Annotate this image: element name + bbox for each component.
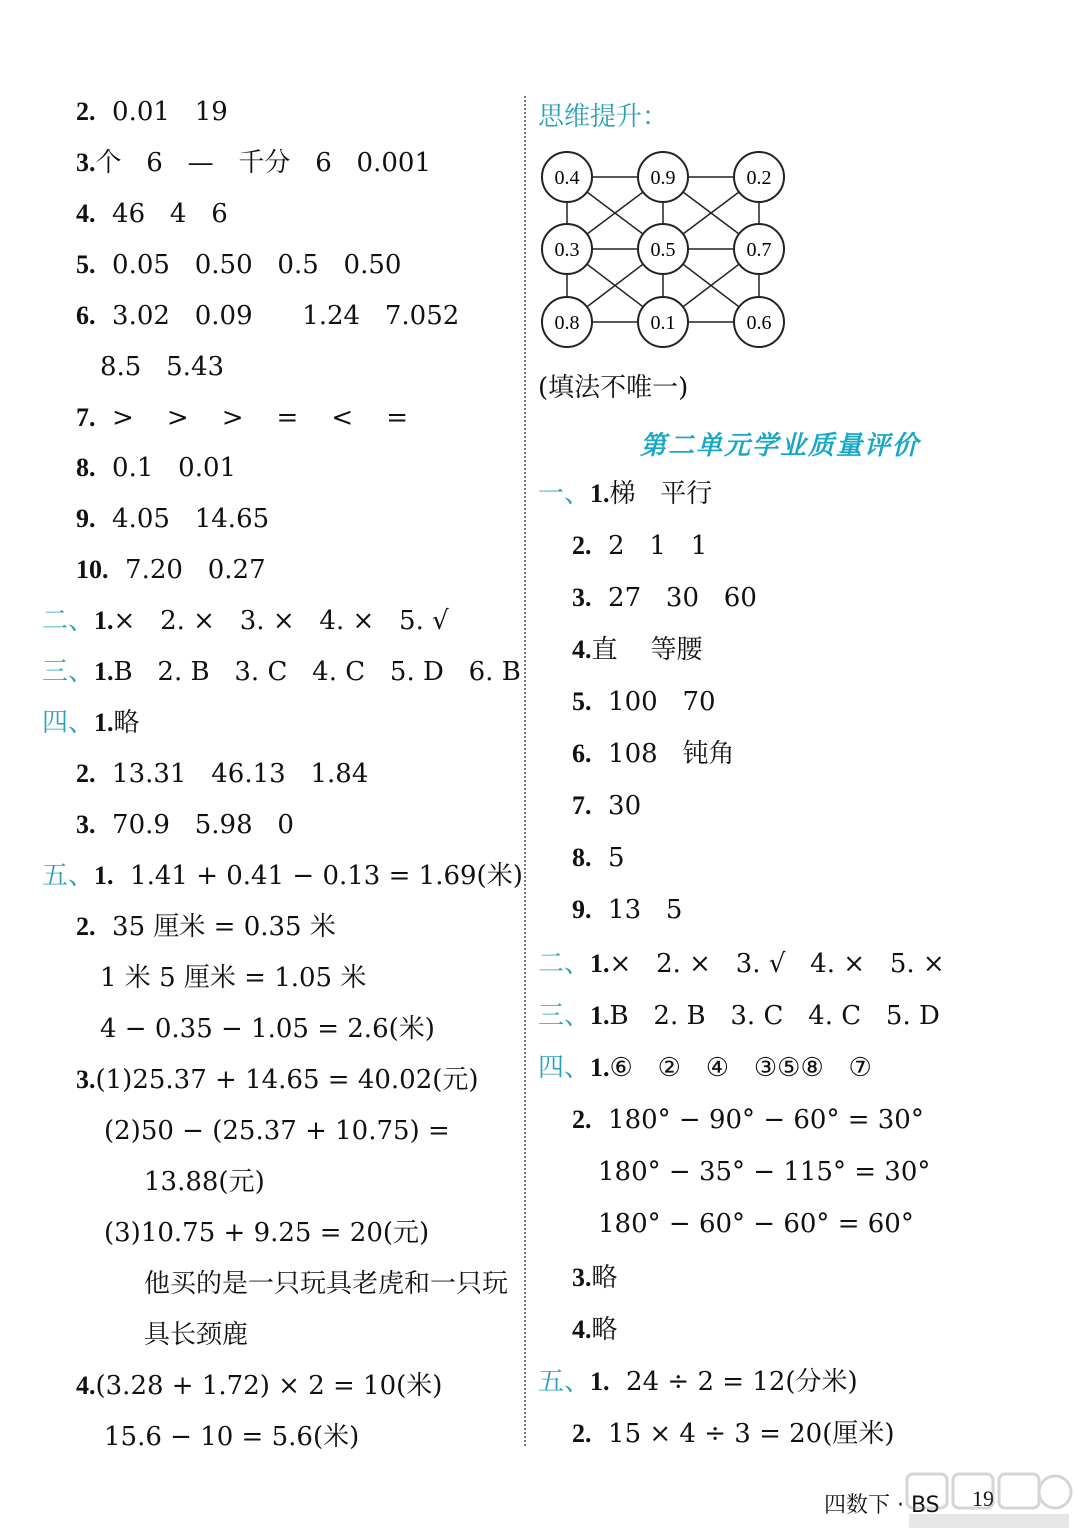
answer-text: (3.28 + 1.72) × 2 = 10(米) [95, 1371, 443, 1401]
grid-node-label: 0.5 [650, 239, 676, 261]
answer-text: 13 5 [591, 895, 683, 925]
item-number: 1. [590, 1001, 610, 1030]
grid-node-label: 0.7 [746, 239, 772, 261]
answer-line [144, 1319, 248, 1351]
answer-text: 0.01 19 [95, 97, 228, 127]
grid-node-label: 0.6 [746, 312, 772, 334]
answer-text: × 2. × 3. × 4. × 5. √ [113, 606, 449, 636]
number-grid-diagram [530, 142, 800, 362]
item-number: 6. [572, 739, 592, 768]
answer-line [76, 452, 236, 484]
answer-line [42, 860, 523, 892]
answer-text: 27 30 60 [591, 583, 757, 613]
answer-line [76, 402, 408, 434]
section-prefix: 五、 [42, 861, 95, 891]
answer-text: 0.05 0.50 0.5 0.50 [95, 250, 402, 280]
section-prefix: 四、 [538, 1053, 591, 1083]
answer-line [572, 1314, 618, 1346]
answer-text: > > > = < = [95, 403, 409, 433]
answer-line [42, 605, 449, 637]
section-prefix: 三、 [42, 657, 95, 687]
item-number: 4. [76, 199, 96, 228]
answer-line [42, 656, 521, 688]
item-number: 1. [590, 949, 610, 978]
answer-text: 13.88(元) [144, 1167, 265, 1197]
answer-text: 108 钝角 [591, 739, 735, 769]
item-number: 7. [572, 791, 592, 820]
item-number: 2. [76, 759, 96, 788]
answer-line [42, 707, 140, 739]
answer-line [144, 1166, 265, 1198]
answer-text: 13.31 46.13 1.84 [95, 759, 369, 789]
grid-node-label: 0.4 [554, 167, 580, 189]
answer-text: 4 − 0.35 − 1.05 = 2.6(米) [100, 1014, 435, 1044]
answer-line [104, 1421, 359, 1453]
answer-line [76, 503, 269, 535]
answer-line [76, 809, 294, 841]
grid-node-label: 0.1 [650, 312, 676, 334]
answer-text: 35 厘米 = 0.35 米 [95, 912, 336, 942]
item-number: 3. [572, 583, 592, 612]
watermark-logo [905, 1470, 1075, 1532]
answer-text: 略 [113, 708, 140, 738]
answer-line [598, 1208, 914, 1240]
answer-text: 梯 平行 [609, 479, 713, 509]
item-number: 6. [76, 301, 96, 330]
answer-text: 2 1 1 [591, 531, 708, 561]
answer-text: B 2. B 3. C 4. C 5. D 6. B [113, 657, 521, 687]
answer-text: 180° − 60° − 60° = 60° [598, 1209, 914, 1239]
section-prefix: 四、 [42, 708, 95, 738]
answer-line [76, 911, 336, 943]
item-number: 2. [572, 531, 592, 560]
answer-text: 直 等腰 [591, 635, 703, 665]
answer-text: 180° − 35° − 115° = 30° [598, 1157, 931, 1187]
answer-line [76, 300, 459, 332]
answer-line [572, 842, 625, 874]
item-number: 3. [76, 148, 96, 177]
answer-line [572, 582, 757, 614]
answer-text: 0.1 0.01 [95, 453, 237, 483]
answer-line [76, 198, 228, 230]
answer-text: 具长颈鹿 [144, 1320, 249, 1350]
item-number: 1. [590, 1367, 610, 1396]
answer-text: 7.20 0.27 [108, 555, 266, 585]
item-number: 4. [572, 1315, 592, 1344]
item-number: 3. [572, 1263, 592, 1292]
note-text: (填法不唯一) [538, 373, 689, 403]
item-number: 2. [572, 1419, 592, 1448]
item-number: 5. [76, 250, 96, 279]
item-number: 5. [572, 687, 592, 716]
answer-line [76, 147, 431, 179]
item-number: 7. [76, 403, 96, 432]
answer-line [100, 351, 224, 383]
answer-text: 3.02 0.09 1.24 7.052 [95, 301, 460, 331]
item-number: 2. [76, 97, 96, 126]
answer-line [76, 1064, 479, 1096]
item-number: 1. [590, 479, 610, 508]
answer-line [104, 1217, 429, 1249]
footer-label: 四数下 · BS [824, 1493, 940, 1518]
item-number: 10. [76, 555, 109, 584]
item-number: 1. [590, 1053, 610, 1082]
answer-text: 1.41 + 0.41 − 0.13 = 1.69(米) [113, 861, 523, 891]
section-prefix: 二、 [538, 949, 591, 979]
answer-line [76, 1370, 442, 1402]
grid-node-label: 0.2 [746, 167, 772, 189]
answer-text: (1)25.37 + 14.65 = 40.02(元) [95, 1065, 479, 1095]
section-prefix: 五、 [538, 1367, 591, 1397]
grid-node-label: 0.8 [554, 312, 580, 334]
answer-text: 他买的是一只玩具老虎和一只玩 [144, 1269, 509, 1299]
think-title: 思维提升： [538, 102, 669, 132]
item-number: 1. [94, 861, 114, 890]
answer-line [76, 249, 401, 281]
answer-line [598, 1156, 930, 1188]
answer-text: 15 × 4 ÷ 3 = 20(厘米) [591, 1419, 895, 1449]
answer-text: (2)50 − (25.37 + 10.75) = [104, 1116, 450, 1146]
answer-line [76, 96, 228, 128]
answer-line [572, 634, 703, 666]
section-title: 第二单元学业质量评价 [640, 431, 921, 461]
answer-line [104, 1115, 450, 1147]
answer-text: × 2. × 3. √ 4. × 5. × [609, 949, 945, 979]
answer-line [572, 894, 682, 926]
item-number: 9. [76, 504, 96, 533]
answer-line [572, 1104, 924, 1136]
answer-text: B 2. B 3. C 4. C 5. D [609, 1001, 940, 1031]
answer-line [572, 1418, 895, 1450]
answer-line [572, 1262, 618, 1294]
answer-line [76, 554, 266, 586]
answer-text: 70.9 5.98 0 [95, 810, 294, 840]
answer-text: 30 [591, 791, 642, 821]
answer-line [144, 1268, 508, 1300]
section-prefix: 三、 [538, 1001, 591, 1031]
answer-text: 5 [591, 843, 625, 873]
item-number: 9. [572, 895, 592, 924]
item-number: 1. [94, 708, 114, 737]
answer-text: 180° − 90° − 60° = 30° [591, 1105, 924, 1135]
answer-line [572, 530, 707, 562]
answer-text: (3)10.75 + 9.25 = 20(元) [104, 1218, 430, 1248]
column-divider [524, 96, 526, 1446]
section-prefix: 二、 [42, 606, 95, 636]
item-number: 3. [76, 1065, 96, 1094]
answer-line [100, 1013, 435, 1045]
answer-line [538, 1366, 858, 1398]
answer-text: 略 [591, 1263, 618, 1293]
answer-text: 1 米 5 厘米 = 1.05 米 [100, 963, 367, 993]
answer-text: ⑥ ② ④ ③⑤⑧ ⑦ [609, 1053, 872, 1083]
item-number: 8. [76, 453, 96, 482]
answer-text: 略 [591, 1315, 618, 1345]
answer-text: 8.5 5.43 [100, 352, 225, 382]
item-number: 2. [572, 1105, 592, 1134]
answer-text: 46 4 6 [95, 199, 228, 229]
answer-text: 个 6 — 千分 6 0.001 [95, 148, 431, 178]
item-number: 1. [94, 657, 114, 686]
item-number: 1. [94, 606, 114, 635]
answer-line [538, 1052, 872, 1084]
answer-line [76, 758, 368, 790]
answer-line [100, 962, 366, 994]
answer-text: 4.05 14.65 [95, 504, 270, 534]
item-number: 2. [76, 912, 96, 941]
answer-line [572, 686, 716, 718]
item-number: 8. [572, 843, 592, 872]
answer-line [572, 790, 641, 822]
answer-line [538, 478, 712, 510]
grid-node-label: 0.9 [650, 167, 676, 189]
item-number: 4. [572, 635, 592, 664]
answer-text: 100 70 [591, 687, 716, 717]
answer-text: 24 ÷ 2 = 12(分米) [609, 1367, 858, 1397]
grid-node-label: 0.3 [554, 239, 580, 261]
answer-line [538, 948, 945, 980]
page-number: 19 [972, 1486, 994, 1511]
answer-line [538, 1000, 940, 1032]
answer-line [572, 738, 734, 770]
item-number: 4. [76, 1371, 96, 1400]
section-prefix: 一、 [538, 479, 591, 509]
item-number: 3. [76, 810, 96, 839]
answer-text: 15.6 − 10 = 5.6(米) [104, 1422, 360, 1452]
